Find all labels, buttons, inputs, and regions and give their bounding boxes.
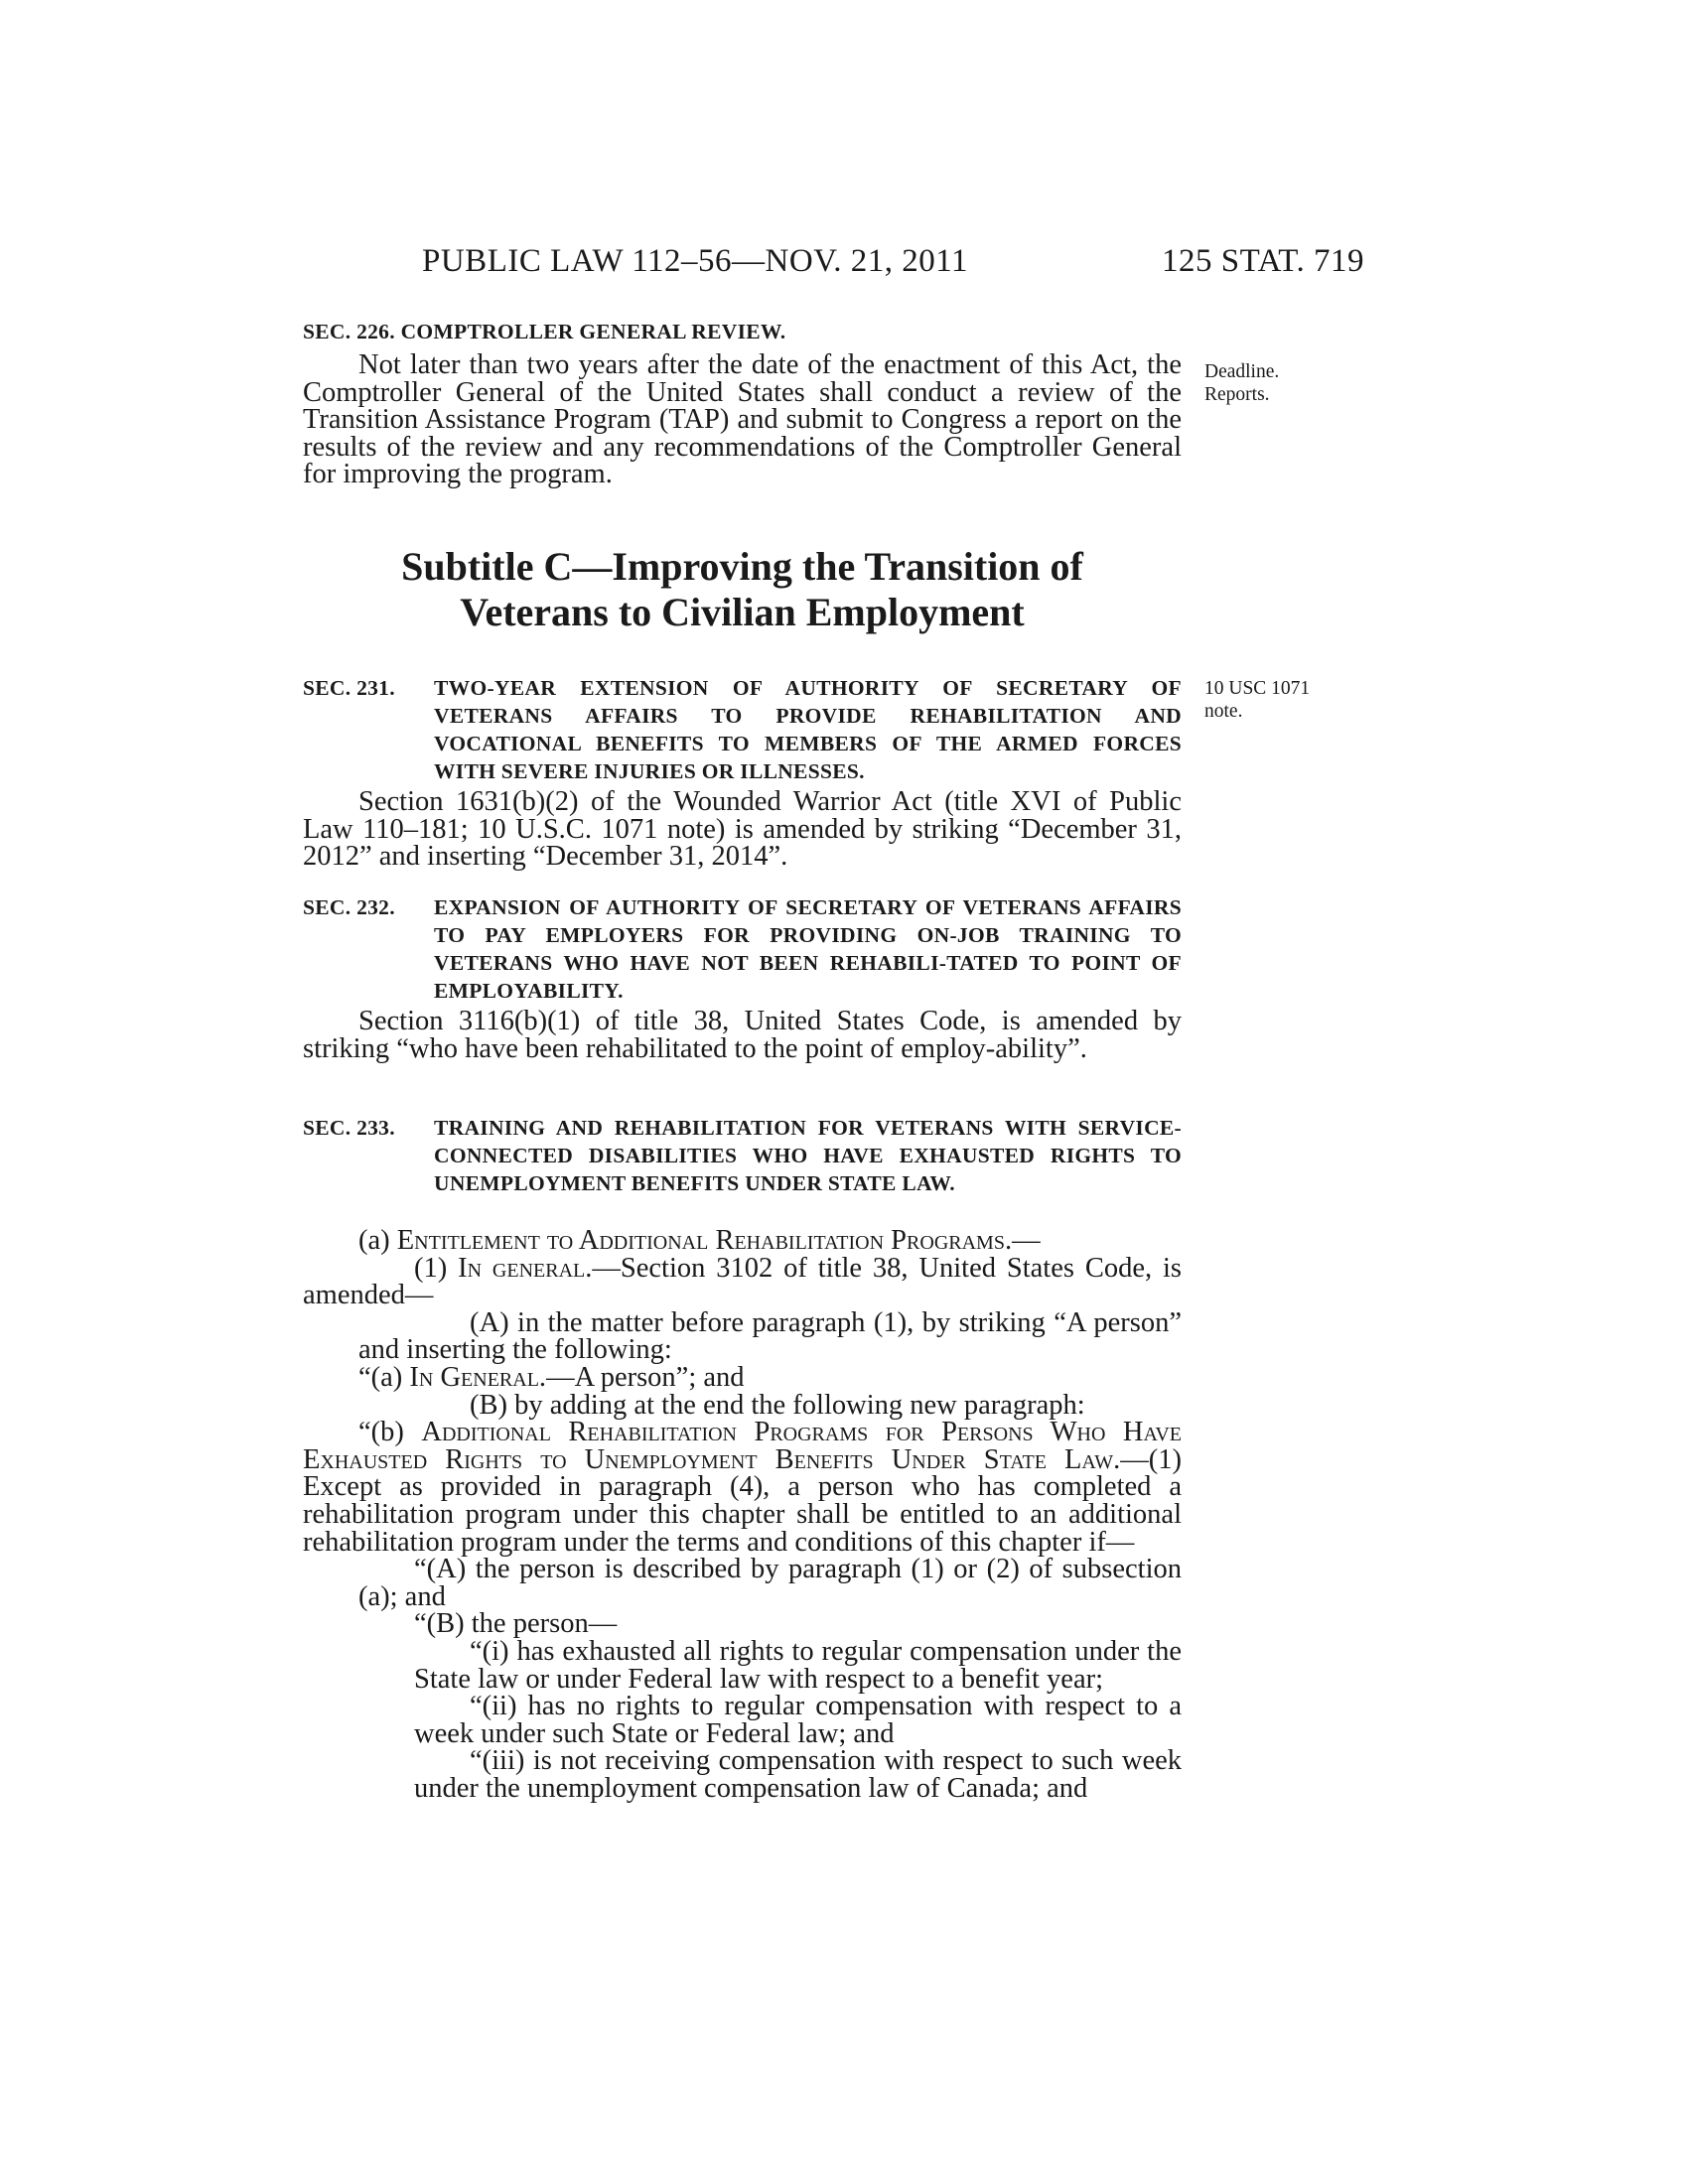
sec-232-title: EXPANSION OF AUTHORITY OF SECRETARY OF VETERANS AFFAIRS TO PAY EMPLOYERS FOR PROVIDING ON-JOB TRAINING TO VETERANS WHO HAVE NOT BEEN REHABILI-TATED TO POINT OF EMPLOYABILITY. [434,895,1182,1003]
quoted-b-heading: Additional Rehabilitation Programs for Persons Who Have Exhausted Rights to Unemployment Benefits Under State Law. [303,1417,1182,1475]
sec-231-heading [303,674,1182,785]
sec-232-number: SEC. 232. [303,895,395,919]
quoted-A [303,1556,1182,1610]
sec-226-heading [303,318,1182,345]
sec-233-title: TRAINING AND REHABILITATION FOR VETERANS WITH SERVICE-CONNECTED DISABILITIES WHO HAVE EXHAUSTED RIGHTS TO UNEMPLOYMENT BENEFITS UNDER STATE LAW. [434,1116,1182,1195]
margin-note-deadline: Deadline. [1204,361,1280,382]
quoted-a-rest: —A person”; and [546,1361,745,1393]
quoted-a-open: “(a) [358,1361,403,1393]
margin-note-note: note. [1204,701,1243,722]
quoted-Biii-text: “(iii) is not receiving compensation with respect to such week under the unemployment compensation law of Canada; and [414,1745,1182,1804]
quoted-B [303,1610,1182,1638]
paragraph-1-heading: In general. [458,1252,593,1284]
quoted-Biii [303,1747,1182,1802]
paragraph-1-label: (1) [414,1252,448,1284]
paragraph-1-text: —Section 3102 of title 38, United States Code, is amended— [303,1252,1182,1311]
quoted-subsection-a [303,1361,1182,1393]
sec-232-text: Section 3116(b)(1) of title 38, United States Code, is amended by striking “who have been rehabilitated to the point of employ-ability”. [303,1006,1182,1064]
sec-233-body [303,1227,1182,1802]
subparagraph-B [303,1389,1182,1421]
quoted-Bii-text: “(ii) has no rights to regular compensation with respect to a week under such State or Federal law; and [414,1691,1182,1749]
stat-page-number: 125 STAT. 719 [1162,243,1365,279]
subtitle-line-1: Subtitle C—Improving the Transition of [401,544,1083,589]
subparagraph-B-text: (B) by adding at the end the following new paragraph: [470,1389,1085,1421]
running-head: PUBLIC LAW 112–56—NOV. 21, 2011 [422,243,969,279]
quoted-B-text: “(B) the person— [414,1608,618,1640]
quoted-Bii [303,1693,1182,1747]
subparagraph-A-text: (A) in the matter before paragraph (1), by striking “A person” and inserting the following: [358,1306,1182,1366]
subsection-a-heading: Entitlement to Additional Rehabilitation Programs.— [396,1225,1041,1256]
quoted-Bi-text: “(i) has exhausted all rights to regular compensation under the State law or under Federal law with respect to a benefit year; [414,1635,1182,1695]
subtitle-heading [303,544,1182,635]
sec-232-heading [303,893,1182,1005]
sec-233-number: SEC. 233. [303,1116,395,1140]
paragraph-1 [303,1252,1182,1311]
sec-231-text: Section 1631(b)(2) of the Wounded Warrior Act (title XVI of Public Law 110–181; 10 U.S.C. 1071 note) is amended by striking “December 31, 2012” and inserting “December 31, 2014”. [303,786,1182,873]
quoted-a-heading: In General. [409,1361,547,1393]
quoted-b-text: —(1) Except as provided in paragraph (4), a person who has completed a rehabilitation program under this chapter shall be entitled to an additional rehabilitation program under the terms and conditions of this chapter if— [303,1443,1182,1558]
sec-233-heading [303,1114,1182,1197]
subtitle-line-2: Veterans to Civilian Employment [460,590,1025,634]
quoted-subsection-b [303,1419,1182,1556]
subparagraph-A [303,1306,1182,1366]
subsection-a [303,1227,1182,1255]
quoted-Bi [303,1635,1182,1695]
sec-226-heading-text: SEC. 226. COMPTROLLER GENERAL REVIEW. [303,320,786,343]
quoted-A-text: “(A) the person is described by paragraph (1) or (2) of subsection (a); and [358,1554,1182,1612]
subsection-a-label: (a) [358,1225,390,1256]
margin-note-usc: 10 USC 1071 [1204,678,1311,699]
quoted-b-open: “(b) [358,1417,404,1448]
margin-note-reports: Reports. [1204,384,1270,405]
sec-231-number: SEC. 231. [303,676,395,700]
sec-226-text: Not later than two years after the date of the enactment of this Act, the Comptroller General of the United States shall conduct a review of the Transition Assistance Program (TAP) and submit to Congress a report on the results of the review and any recommendations of the Comptroller General for improving the program. [303,349,1182,490]
sec-231-title: TWO-YEAR EXTENSION OF AUTHORITY OF SECRETARY OF VETERANS AFFAIRS TO PROVIDE REHABILITATION AND VOCATIONAL BENEFITS TO MEMBERS OF THE ARMED FORCES WITH SEVERE INJURIES OR ILLNESSES. [434,676,1182,783]
